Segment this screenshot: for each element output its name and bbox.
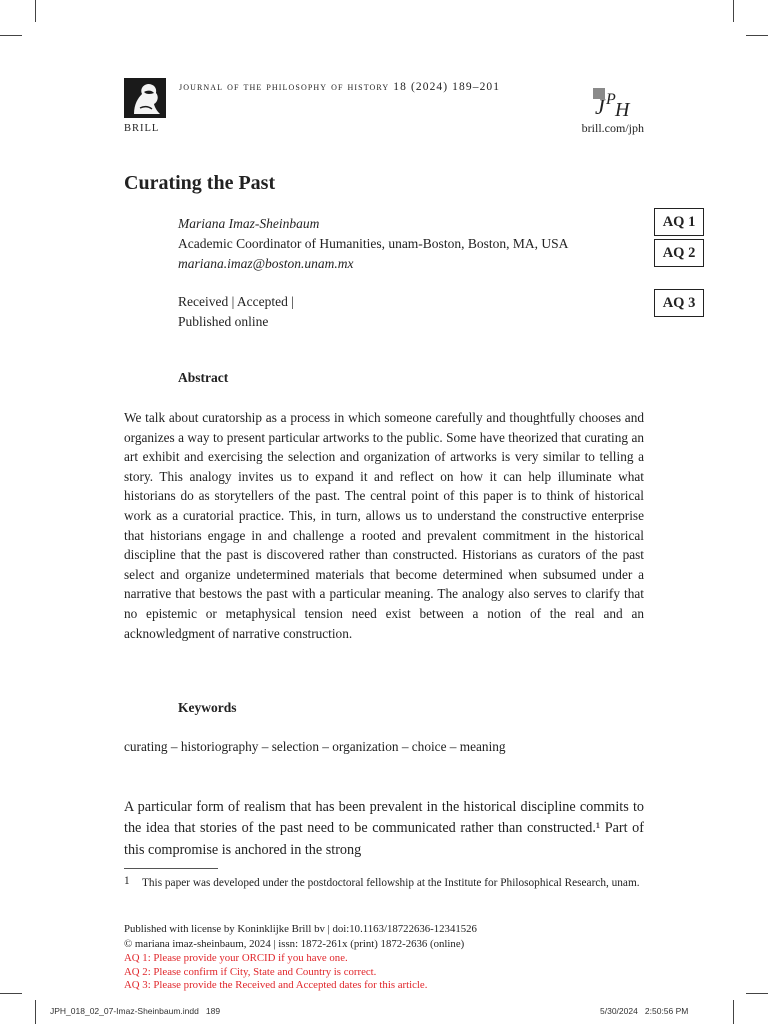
author-query-note: AQ 2: Please confirm if City, State and Country is correct.	[124, 966, 377, 978]
crop-mark	[35, 0, 36, 22]
svg-text:H: H	[615, 99, 630, 120]
crop-mark	[0, 993, 22, 994]
published-online: Published online	[178, 314, 269, 329]
article-title: Curating the Past	[124, 172, 276, 194]
crop-mark	[746, 993, 768, 994]
journal-website[interactable]: brill.com/jph	[581, 121, 644, 135]
received-accepted-dates: Received | Accepted |	[178, 294, 294, 309]
footnote-rule	[124, 868, 218, 869]
abstract-heading: Abstract	[178, 370, 229, 385]
author-email[interactable]: mariana.imaz@boston.unam.mx	[178, 256, 354, 271]
print-slug-timestamp: 5/30/2024 2:50:56 PM	[600, 1006, 689, 1016]
svg-text:P: P	[606, 91, 616, 108]
body-paragraph: A particular form of realism that has been prevalent in the historical discipline commits to the idea that stories of the past need to be communicated rather than constructed.¹ Part of this compromise is anchored in the strong	[124, 799, 644, 858]
author-query-note: AQ 1: Please provide your ORCID if you have one.	[124, 952, 348, 964]
abstract-text: We talk about curatorship as a process in which someone carefully and thoughtfully chooses and organizes a way to present particular artworks to the public. Some have theorized that curating an art exhibit and exercising the selection and organization of artworks is very similar to telling a story. This analogy invites us to expand it and reflect on how it can help illuminate what historians do as storytellers of the past. The central point of this paper is to think of historical work as a curatorial practice. This, in turn, allows us to understand the constructive enterprise that historians engage in and challenge a rooted and prevalent commitment in the historical discipline that the past is discovered rather than constructed. Historians as curators of the past select and organize undetermined materials that become determined when subsumed under a narrative that bestows the past with a particular meaning. The analogy also serves to clarify that no epistemic or metaphysical tension need exist between a notion of the real and an acknowledgment of narrative construction.	[124, 410, 644, 641]
footnote-text: This paper was developed under the postdoctoral fellowship at the Institute for Philosophical Research, unam.	[142, 877, 640, 889]
author-name: Mariana Imaz-Sheinbaum	[178, 216, 320, 231]
crop-mark	[733, 1000, 734, 1024]
keywords-heading: Keywords	[178, 700, 237, 715]
crop-mark	[0, 35, 22, 36]
license-line: Published with license by Koninklijke Brill bv | doi:10.1163/18722636-12341526	[124, 923, 477, 935]
crop-mark	[733, 0, 734, 22]
svg-text:J: J	[595, 94, 605, 119]
crop-mark	[746, 35, 768, 36]
footnote-number: 1	[124, 875, 130, 887]
jph-logo-icon	[589, 86, 635, 120]
crop-mark	[35, 1000, 36, 1024]
publisher-name: BRILL	[124, 123, 160, 134]
copyright-line: © mariana imaz-sheinbaum, 2024 | issn: 1872-261x (print) 1872-2636 (online)	[124, 938, 465, 950]
author-affiliation: Academic Coordinator of Humanities, unam-Boston, Boston, MA, USA	[178, 236, 569, 251]
author-query-1-marker[interactable]: AQ 1	[654, 208, 704, 236]
keywords-list: curating – historiography – selection – organization – choice – meaning	[124, 739, 506, 754]
author-query-2-marker[interactable]: AQ 2	[654, 239, 704, 267]
author-query-note: AQ 3: Please provide the Received and Accepted dates for this article.	[124, 979, 428, 991]
brill-logo-icon	[124, 78, 166, 118]
journal-citation: journal of the philosophy of history 18 (2024) 189–201	[179, 81, 501, 93]
author-query-3-marker[interactable]: AQ 3	[654, 289, 704, 317]
print-slug-filename: JPH_018_02_07-Imaz-Sheinbaum.indd 189	[50, 1006, 221, 1016]
